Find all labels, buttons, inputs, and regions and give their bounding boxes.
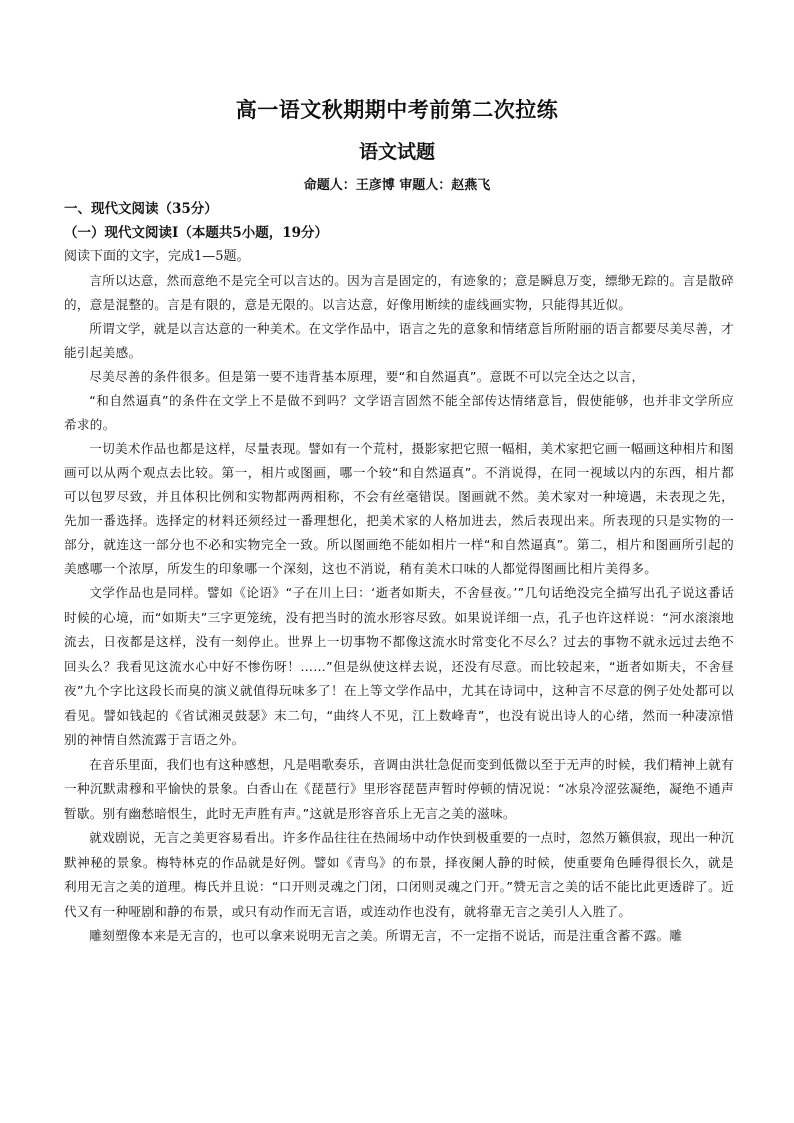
paragraph: 就戏剧说，无言之美更容易看出。许多作品往往在热闹场中动作快到极重要的一点时，忽然万籁俱寂，现出一种沉默神秘的景象。梅特林克的作品就是好例。譬如《青鸟》的布景，择夜阑人静的时候，使重要角色睡得很长久，就是利用无言之美的道理。梅氏并且说：“口开则灵魂之门闭，口闭则灵魂之门开。”赞无言之美的话不能比此更透辟了。近代又有一种哑剧和静的布景，或只有动作而无言语，或连动作也没有，就将靠无言之美引人入胜了。: [64, 830, 734, 919]
page-title: 高一语文秋期期中考前第二次拉练: [235, 97, 559, 122]
instruction-line: 阅读下面的文字，完成1—5题。: [64, 249, 250, 264]
paragraph: 尽美尽善的条件很多。但是第一要不违背基本原理，要“和自然逼真”。意既不可以完全达之以言，: [89, 369, 645, 384]
author-line: 命题人：王彦博 审题人：赵燕飞: [303, 178, 491, 193]
document-body: [64, 197, 734, 949]
paragraph: 文学作品也是同样。譬如《论语》“子在川上曰：‘逝者如斯夫，不舍昼夜。’”几句话绝没完全描写出孔子说这番话时候的心境，而“如斯夫”三字更笼统，没有把当时的流水形容尽致。如果说详细一点，孔子也许这样说：“河水滚滚地流去，日夜都是这样，没有一刻停止。世界上一切事物不都像这流水时常变化不尽么？过去的事物不就永远过去绝不回头么？我看见这流水心中好不惨伤呀！……”但是纵使这样去说，还没有尽意。而比较起来，“逝者如斯夫，不舍昼夜”九个字比这段长而臭的演义就值得玩味多了！在上等文学作品中，尤其在诗词中，这种言不尽意的例子处处都可以看见。譬如钱起的《省试湘灵鼓瑟》末二句，“曲终人不见，江上数峰青”，也没有说出诗人的心绪，然而一种凄凉惜别的神情自然流露于言语之外。: [64, 585, 734, 747]
section-subheading: （一）现代文阅读Ⅰ（本题共5小题，19分）: [64, 225, 328, 241]
page-subtitle: 语文试题: [358, 141, 435, 163]
paragraph: 所谓文学，就是以言达意的一种美术。在文学作品中，语言之先的意象和情绪意旨所附丽的语言都要尽美尽善，才能引起美感。: [64, 321, 734, 360]
paragraph: 一切美术作品也都是这样，尽量表现。譬如有一个荒村，摄影家把它照一幅相，美术家把它画一幅画这种相片和图画可以从两个观点去比较。第一，相片或图画，哪一个较“和自然逼真”。不消说得，在同一视域以内的东西，相片都可以包罗尽致，并且体积比例和实物都两两相称，不会有丝毫错误。图画就不然。美术家对一种境遇，未表现之先，先加一番选择。选择定的材料还须经过一番理想化，把美术家的人格加进去，然后表现出来。所表现的只是实物的一部分，就连这一部分也不必和实物完全一致。所以图画绝不能如相片一样“和自然逼真”。第二，相片和图画所引起的美感哪一个浓厚，所发生的印象哪一个深刻，这也不消说，稍有美术口味的人都觉得图画比相片美得多。: [64, 441, 734, 576]
paragraph: 在音乐里面，我们也有这种感想，凡是唱歌奏乐，音调由洪壮急促而变到低微以至于无声的时候，我们精神上就有一种沉默肃穆和平愉快的景象。白香山在《琵琶行》里形容琵琶声暂时停顿的情况说：“冰泉冷涩弦凝绝，凝绝不通声暂歇。别有幽愁暗恨生，此时无声胜有声。”这就是形容音乐上无言之美的滋味。: [64, 756, 734, 821]
paragraph: “和自然逼真”的条件在文学上不是做不到吗？文学语言固然不能全部传达情绪意旨，假使能够，也并非文学所应希求的。: [64, 393, 734, 432]
paragraph: 言所以达意，然而意绝不是完全可以言达的。因为言是固定的，有迹象的；意是瞬息万变，缥缈无踪的。言是散碎的，意是混整的。言是有限的，意是无限的。以言达意，好像用断续的虚线画实物，只能得其近似。: [64, 273, 734, 312]
paragraph: 雕刻塑像本来是无言的，也可以拿来说明无言之美。所谓无言，不一定指不说话，而是注重含蓄不露。雕: [89, 928, 683, 943]
section-heading: 一、现代文阅读（35分）: [64, 201, 218, 217]
